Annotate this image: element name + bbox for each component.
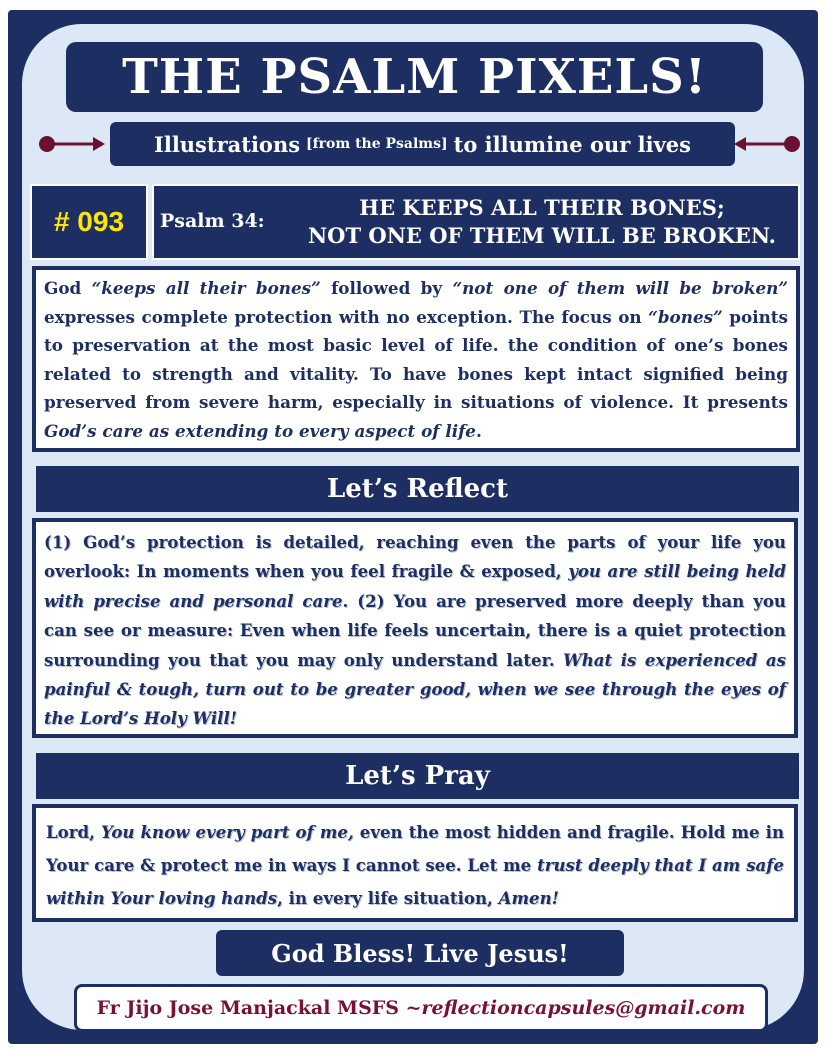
reflect-emphasis: you are still being held with precise and personal care <box>44 561 786 611</box>
intro-quote: “not one of them will be broken” <box>452 278 788 298</box>
prayer-paragraph <box>32 804 798 922</box>
reflect-paragraph <box>32 518 798 738</box>
reflect-text: (1) God’s protection is detailed, reaching even the parts of your life you overlook: In moments when you feel fragile & exposed, <box>44 532 786 582</box>
arrow-left-icon <box>732 132 802 156</box>
intro-text: God <box>44 278 92 298</box>
prayer-emphasis: You know every part of me, <box>100 822 354 842</box>
psalm-number: # 093 <box>30 184 148 260</box>
prayer-emphasis: trust deeply that I am safe within Your loving hands <box>46 855 784 908</box>
subtitle-text: Illustrations <box>154 131 301 157</box>
outer-frame <box>8 10 818 1044</box>
arrow-right-icon <box>37 132 107 156</box>
page-title: THE PSALM PIXELS! <box>66 42 763 112</box>
intro-quote: “bones” <box>648 306 723 327</box>
author-email: reflectioncapsules@gmail.com <box>421 997 746 1019</box>
prayer-text: Lord, <box>46 822 101 842</box>
subtitle-banner <box>110 122 735 166</box>
intro-text: followed by <box>320 278 453 298</box>
author-credit <box>74 984 768 1032</box>
intro-emphasis: God’s care as extending to every aspect of life <box>44 420 476 441</box>
subtitle-source: [from the Psalms] <box>306 136 448 152</box>
intro-text: . <box>475 420 482 441</box>
intro-quote: “keeps all their bones” <box>91 278 321 298</box>
prayer-text: even the most hidden and fragile. Hold me in Your care & protect me in ways I cannot see. Let me <box>46 822 785 875</box>
psalm-header <box>152 184 800 260</box>
intro-text: points to preservation at the most basic level of life. the condition of one’s bones related to strength and vitality. To have bones kept intact signified being preserved from severe harm, especially in situations of violence. It presents <box>44 306 788 413</box>
psalm-reference: Psalm 34: <box>160 210 265 232</box>
subtitle-text-end: to illumine our lives <box>453 131 691 157</box>
psalm-verse-title <box>292 194 792 250</box>
author-name: Fr Jijo Jose Manjackal MSFS ~ <box>96 997 422 1019</box>
prayer-emphasis: Amen! <box>498 888 559 908</box>
reflect-emphasis: What is experienced as painful & tough, turn out to be greater good, when we see through the eyes of the Lord’s Holy Will! <box>44 649 787 729</box>
content-panel <box>22 24 804 1030</box>
prayer-text: , in every life situation, <box>277 888 499 908</box>
blessing-banner: God Bless! Live Jesus! <box>216 930 624 976</box>
psalm-title-line-1: HE KEEPS ALL THEIR BONES; <box>359 195 725 220</box>
intro-text: expresses complete protection with no exception. The focus on <box>44 306 649 327</box>
reflect-text: . (2) You are preserved more deeply than you can see or measure: Even when life feels uncertain, there is a quiet protection surrounding you that you may only understand later. <box>44 590 786 670</box>
psalm-title-line-2: NOT ONE OF THEM WILL BE BROKEN. <box>307 223 776 248</box>
reflect-heading: Let’s Reflect <box>36 466 799 512</box>
pray-heading: Let’s Pray <box>36 753 799 799</box>
intro-paragraph <box>32 266 800 452</box>
